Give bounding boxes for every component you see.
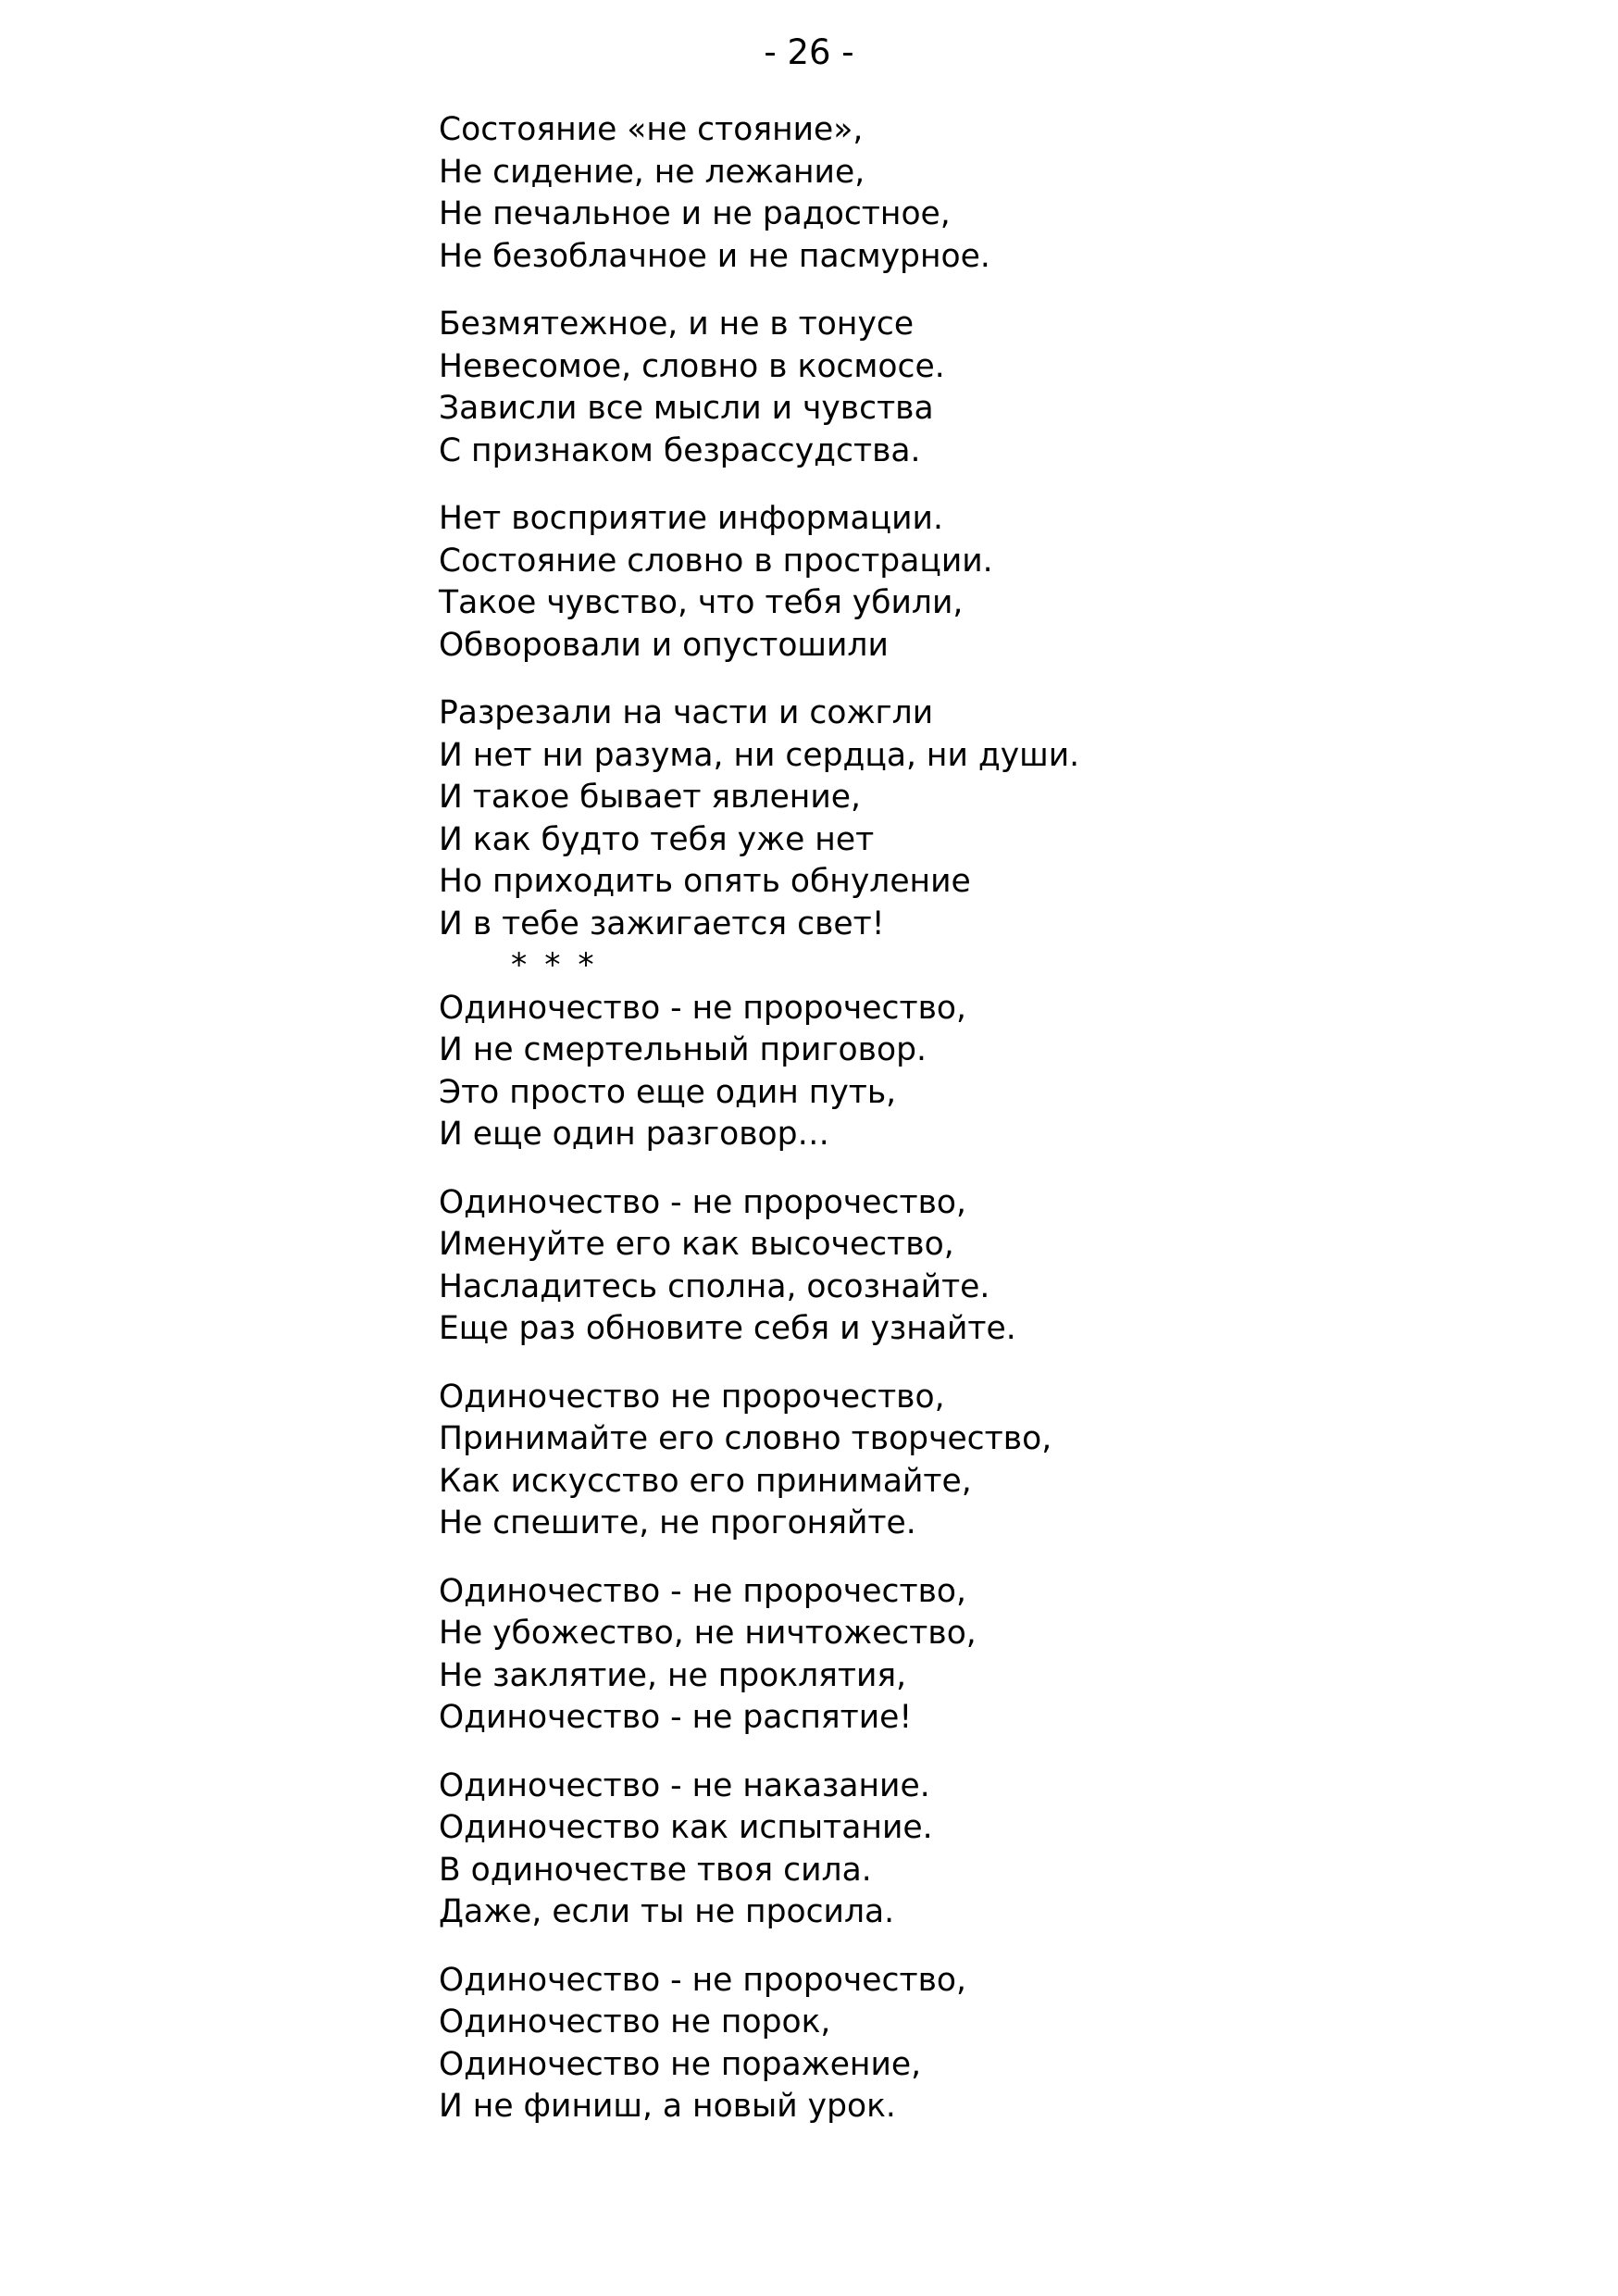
stanza [439,988,1550,1156]
poem-line: Одиночество - не пророчество, [439,1183,966,1221]
poem-line: Невесомое, словно в космосе. [439,347,945,385]
poem-line: Не сидение, не лежание, [439,153,865,191]
section-separator: * * * [511,947,598,984]
poem-line: Одиночество не пророчество, [439,1378,945,1416]
poem-line: Насладитесь сполна, осознайте. [439,1267,990,1305]
stanza [439,693,1550,945]
poem-line: Даже, если ты не просила. [439,1893,895,1930]
stanza [439,1182,1550,1351]
poem-line: В одиночестве твоя сила. [439,1851,872,1889]
poem-line: Состояние словно в прострации. [439,542,993,580]
poem-line: Не убожество, не ничтожество, [439,1615,977,1652]
poem-line: С признаком безрассудства. [439,431,921,469]
poem-line: И не смертельный приговор. [439,1031,927,1068]
poem-line: Такое чувство, что тебя убили, [439,584,964,621]
page-number: - 26 - [764,32,854,72]
poem-line: И нет ни разума, ни сердца, ни души. [439,736,1080,774]
poem-line: Зависли все мысли и чувства [439,390,934,427]
poem-line: Еще раз обновите себя и узнайте. [439,1310,1016,1347]
poem-line: Одиночество как испытание. [439,1809,933,1846]
poem-line: Не спешите, не прогоняйте. [439,1504,916,1541]
stanza [439,304,1550,472]
poem-line: Это просто еще один путь, [439,1073,897,1111]
poem-line: Одиночество - не пророчество, [439,1961,966,1999]
poem-line: Одиночество - не наказание. [439,1766,930,1804]
poem-line: И в тебе зажигается свет! [439,905,885,942]
poem-line: Разрезали на части и сожгли [439,694,934,731]
poem-line: Нет восприятие информации. [439,500,943,537]
poem-text [439,109,1550,2154]
poem-line: Обворовали и опустошили [439,626,889,664]
poem-line: Одиночество - не пророчество, [439,1572,966,1610]
poem-line: Одиночество не порок, [439,2003,831,2040]
poem-line: И такое бывает явление, [439,779,861,816]
poem-line: Не печальное и не радостное, [439,195,951,232]
poem-line: Принимайте его словно творчество, [439,1420,1052,1457]
stanza [439,1571,1550,1740]
poem-line: Одиночество - не распятие! [439,1699,913,1736]
stanza [439,109,1550,278]
poem-line: Одиночество - не пророчество, [439,989,966,1027]
stanza [439,1960,1550,2128]
poem-line: Не заклятие, не проклятия, [439,1656,907,1694]
poem-line: Именуйте его как высочество, [439,1226,954,1263]
poem-line: И еще один разговор… [439,1116,830,1153]
poem-line: Одиночество не поражение, [439,2045,922,2083]
poem-line: Безмятежное, и не в тонусе [439,306,915,343]
poem-line: И как будто тебя уже нет [439,820,875,858]
stanza [439,1766,1550,1934]
poem-line: И не финиш, а новый урок. [439,2088,896,2125]
stanza [439,498,1550,667]
stanza [439,1377,1550,1545]
poem-line: Состояние «не стояние», [439,111,864,148]
poem-line: Но приходить опять обнуление [439,863,971,900]
poem-line: Как искусство его принимайте, [439,1462,972,1500]
poem-line: Не безоблачное и не пасмурное. [439,237,990,275]
